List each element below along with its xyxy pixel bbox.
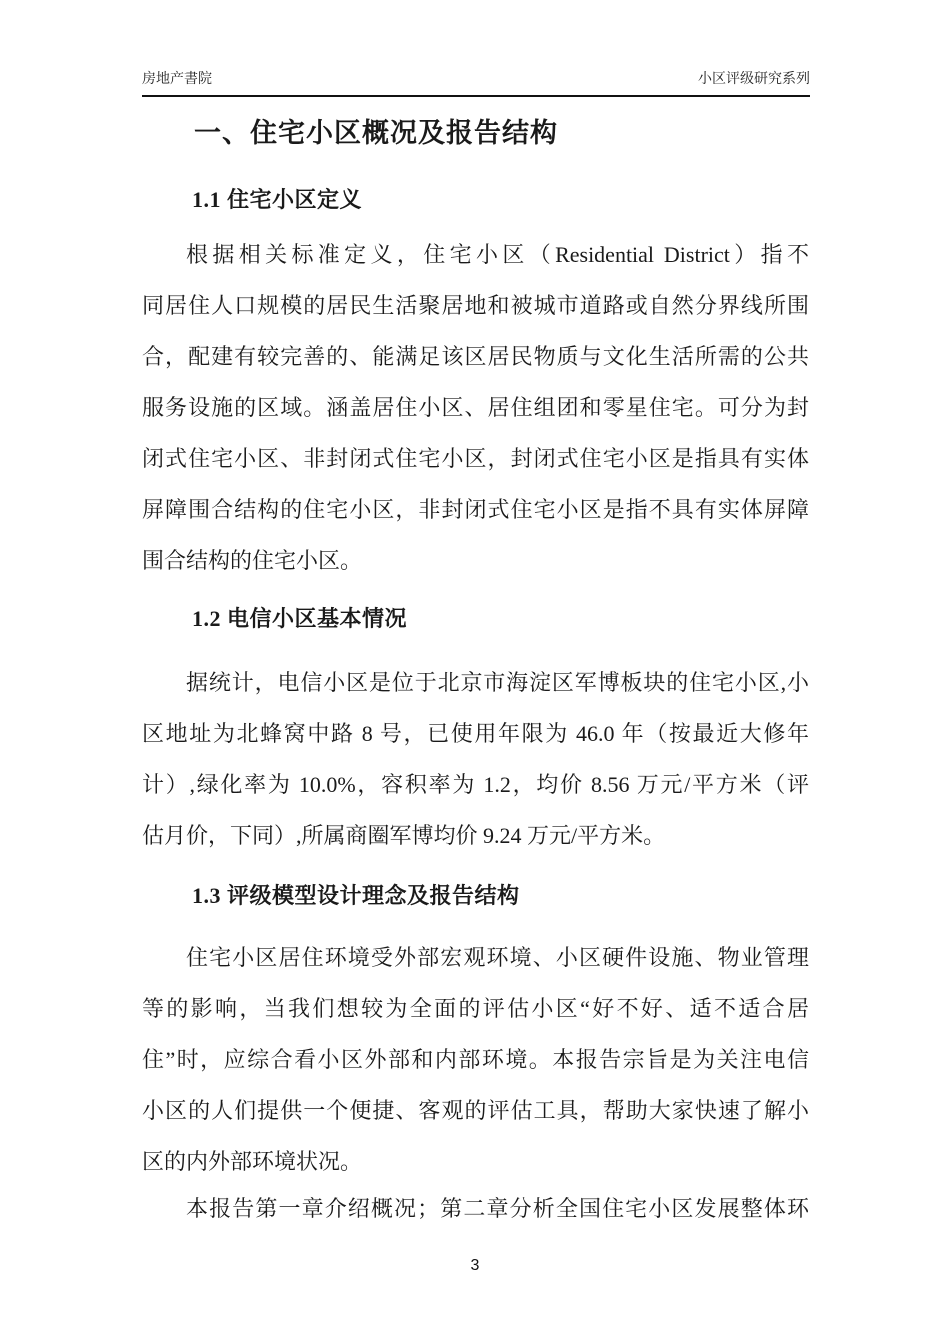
page-number: 3 [470,1257,480,1274]
text-line: 住”时，应综合看小区外部和内部环境。本报告宗旨是为关注电信 [142,1047,809,1072]
text-line: 区的内外部环境状况。 [142,1149,363,1174]
text-line: 服务设施的区域。涵盖居住小区、居住组团和零星住宅。可分为封 [142,395,809,420]
paragraph-model-concept [142,932,809,1187]
section-heading-1-3: 1.3 评级模型设计理念及报告结构 [192,883,520,908]
chapter-title: 一、住宅小区概况及报告结构 [194,118,558,148]
text-line: 等的影响，当我们想较为全面的评估小区“好不好、适不适合居 [142,996,809,1021]
text-line: 合，配建有较完善的、能满足该区居民物质与文化生活所需的公共 [142,344,809,369]
text-line: 估月价，下同）,所属商圈军博均价 9.24 万元/平方米。 [142,823,666,848]
text-line: 区地址为北蜂窝中路 8 号，已使用年限为 46.0 年（按最近大修年 [142,721,809,746]
paragraph-basic-info [142,657,809,861]
header-left-text: 房地产書院 [142,70,212,86]
section-heading-1-2: 1.2 电信小区基本情况 [192,606,408,631]
paragraph-definition [142,229,809,586]
text-line: 小区的人们提供一个便捷、客观的评估工具，帮助大家快速了解小 [142,1098,809,1123]
text-line: 围合结构的住宅小区。 [142,548,363,573]
page-footer [0,1257,950,1275]
header-right-text: 小区评级研究系列 [698,70,810,86]
text-line: 据统计，电信小区是位于北京市海淀区军博板块的住宅小区,小 [186,670,809,695]
text-line: 闭式住宅小区、非封闭式住宅小区，封闭式住宅小区是指具有实体 [142,446,809,471]
text-line: 住宅小区居住环境受外部宏观环境、小区硬件设施、物业管理 [186,945,809,970]
section-heading-1-1: 1.1 住宅小区定义 [192,187,363,212]
text-line: 屏障围合结构的住宅小区，非封闭式住宅小区是指不具有实体屏障 [142,497,809,522]
text-line: 同居住人口规模的居民生活聚居地和被城市道路或自然分界线所围 [142,293,809,318]
text-line: 本报告第一章介绍概况；第二章分析全国住宅小区发展整体环 [186,1196,809,1221]
paragraph-report-structure [142,1183,809,1234]
text-line: 计）,绿化率为 10.0%，容积率为 1.2，均价 8.56 万元/平方米（评 [142,772,809,797]
page-header [142,56,810,97]
text-line: 根据相关标准定义，住宅小区（Residential District）指不 [186,242,809,267]
